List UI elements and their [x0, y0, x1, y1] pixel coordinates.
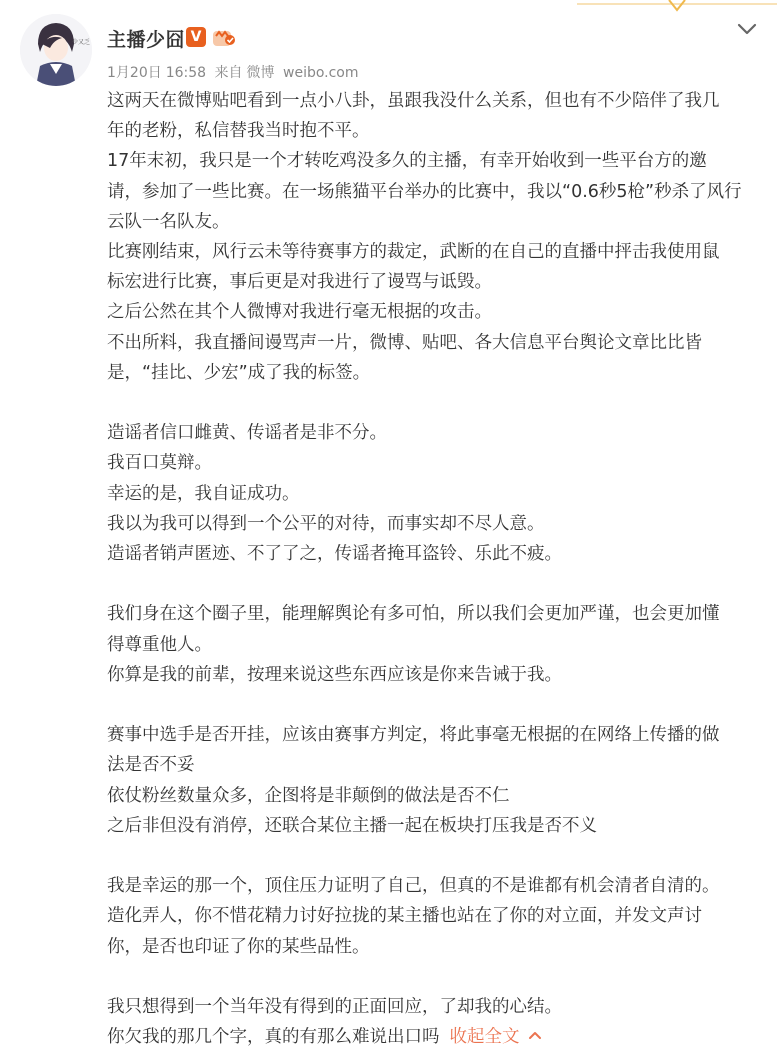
- last-text-line: [107, 1022, 755, 1052]
- text-line: 之后公然在其个人微博对我进行毫无根据的攻击。: [107, 302, 492, 323]
- text-line: 我百口莫辩。: [107, 453, 212, 474]
- text-line: 我们身在这个圈子里，能理解舆论有多可怕，所以我们会更加严谨，也会更加懂: [107, 604, 720, 625]
- post-meta: [107, 62, 363, 82]
- blank-line: [107, 962, 755, 992]
- source-site[interactable]: weibo.com: [283, 65, 359, 81]
- text-line: 得尊重他人。: [107, 634, 212, 655]
- text-line: 赛事中选手是否开挂，应该由赛事方判定，将此事毫无根据的在网络上传播的做: [107, 725, 720, 746]
- text-line: 请，参加了一些比赛。在一场熊猫平台举办的比赛中，我以“0.6秒5枪”秒杀了风行: [107, 181, 742, 202]
- text-line: 造化弄人，你不惜花精力讨好拉拢的某主播也站在了你的对立面，并发文声讨: [107, 906, 702, 927]
- blank-line: [107, 388, 755, 418]
- text-line: 我是幸运的那一个，顶住压力证明了自己，但真的不是谁都有机会清者自清的。: [107, 876, 720, 897]
- text-line: 比赛刚结束，风行云未等待赛事方的裁定，武断的在自己的直播中抨击我使用鼠: [107, 242, 720, 263]
- avatar[interactable]: [20, 14, 92, 86]
- svg-text:少又乏: 少又乏: [72, 39, 91, 46]
- text-line: 之后非但没有消停，还联合某位主播一起在板块打压我是否不义: [107, 815, 597, 836]
- member-crown-icon: [212, 26, 236, 48]
- collapse-full-text-link[interactable]: [450, 1027, 542, 1047]
- text-line: 年的老粉，私信替我当时抱不平。: [107, 121, 370, 142]
- text-line: 我只想得到一个当年没有得到的正面回应，了却我的心结。: [107, 997, 562, 1018]
- text-line: 标宏进行比赛，事后更是对我进行了谩骂与诋毁。: [107, 272, 492, 293]
- text-line: 造谣者信口雌黄、传谣者是非不分。: [107, 423, 387, 444]
- verified-badge-icon: V: [186, 27, 206, 47]
- decorative-line-icon: [577, 0, 777, 14]
- last-line-text: 你欠我的那几个字，真的有那么难说出口吗: [107, 1027, 440, 1048]
- source-prefix: 来自: [214, 65, 243, 81]
- text-line: 幸运的是，我自证成功。: [107, 483, 300, 504]
- post-time[interactable]: 16:58: [165, 65, 207, 81]
- collapse-label[interactable]: 收起全文: [449, 1027, 520, 1048]
- text-line: 我以为我可以得到一个公平的对待，而事实却不尽人意。: [107, 513, 545, 534]
- username[interactable]: 主播少囧: [107, 29, 186, 51]
- text-line: 云队一名队友。: [107, 211, 230, 232]
- text-line: 你，是否也印证了你的某些品性。: [107, 936, 370, 957]
- chevron-up-icon[interactable]: [528, 1020, 542, 1050]
- text-line: 法是否不妥: [107, 755, 195, 776]
- text-line: 依仗粉丝数量众多，企图将是非颠倒的做法是否不仁: [107, 785, 510, 806]
- post-date[interactable]: 1月20日: [107, 65, 162, 81]
- text-line: 是，“挂比、少宏”成了我的标签。: [107, 362, 371, 383]
- text-line: 造谣者销声匿迹、不了了之，传谣者掩耳盗铃、乐此不疲。: [107, 544, 562, 565]
- text-line: 17年末初，我只是一个才转吃鸡没多久的主播，有幸开始收到一些平台方的邀: [107, 151, 707, 172]
- blank-line: [107, 841, 755, 871]
- anime-avatar-icon: [20, 14, 92, 86]
- text-line: 这两天在微博贴吧看到一点小八卦，虽跟我没什么关系，但也有不少陪伴了我几: [107, 91, 720, 111]
- text-line: 你算是我的前辈，按理来说这些东西应该是你来告诫于我。: [107, 664, 562, 685]
- blank-line: [107, 690, 755, 720]
- post-content: [107, 86, 755, 1052]
- text-line: 不出所料，我直播间谩骂声一片，微博、贴吧、各大信息平台舆论文章比比皆: [107, 332, 702, 353]
- source-app[interactable]: 微博: [246, 65, 275, 81]
- chevron-down-icon[interactable]: [736, 20, 758, 38]
- blank-line: [107, 569, 755, 599]
